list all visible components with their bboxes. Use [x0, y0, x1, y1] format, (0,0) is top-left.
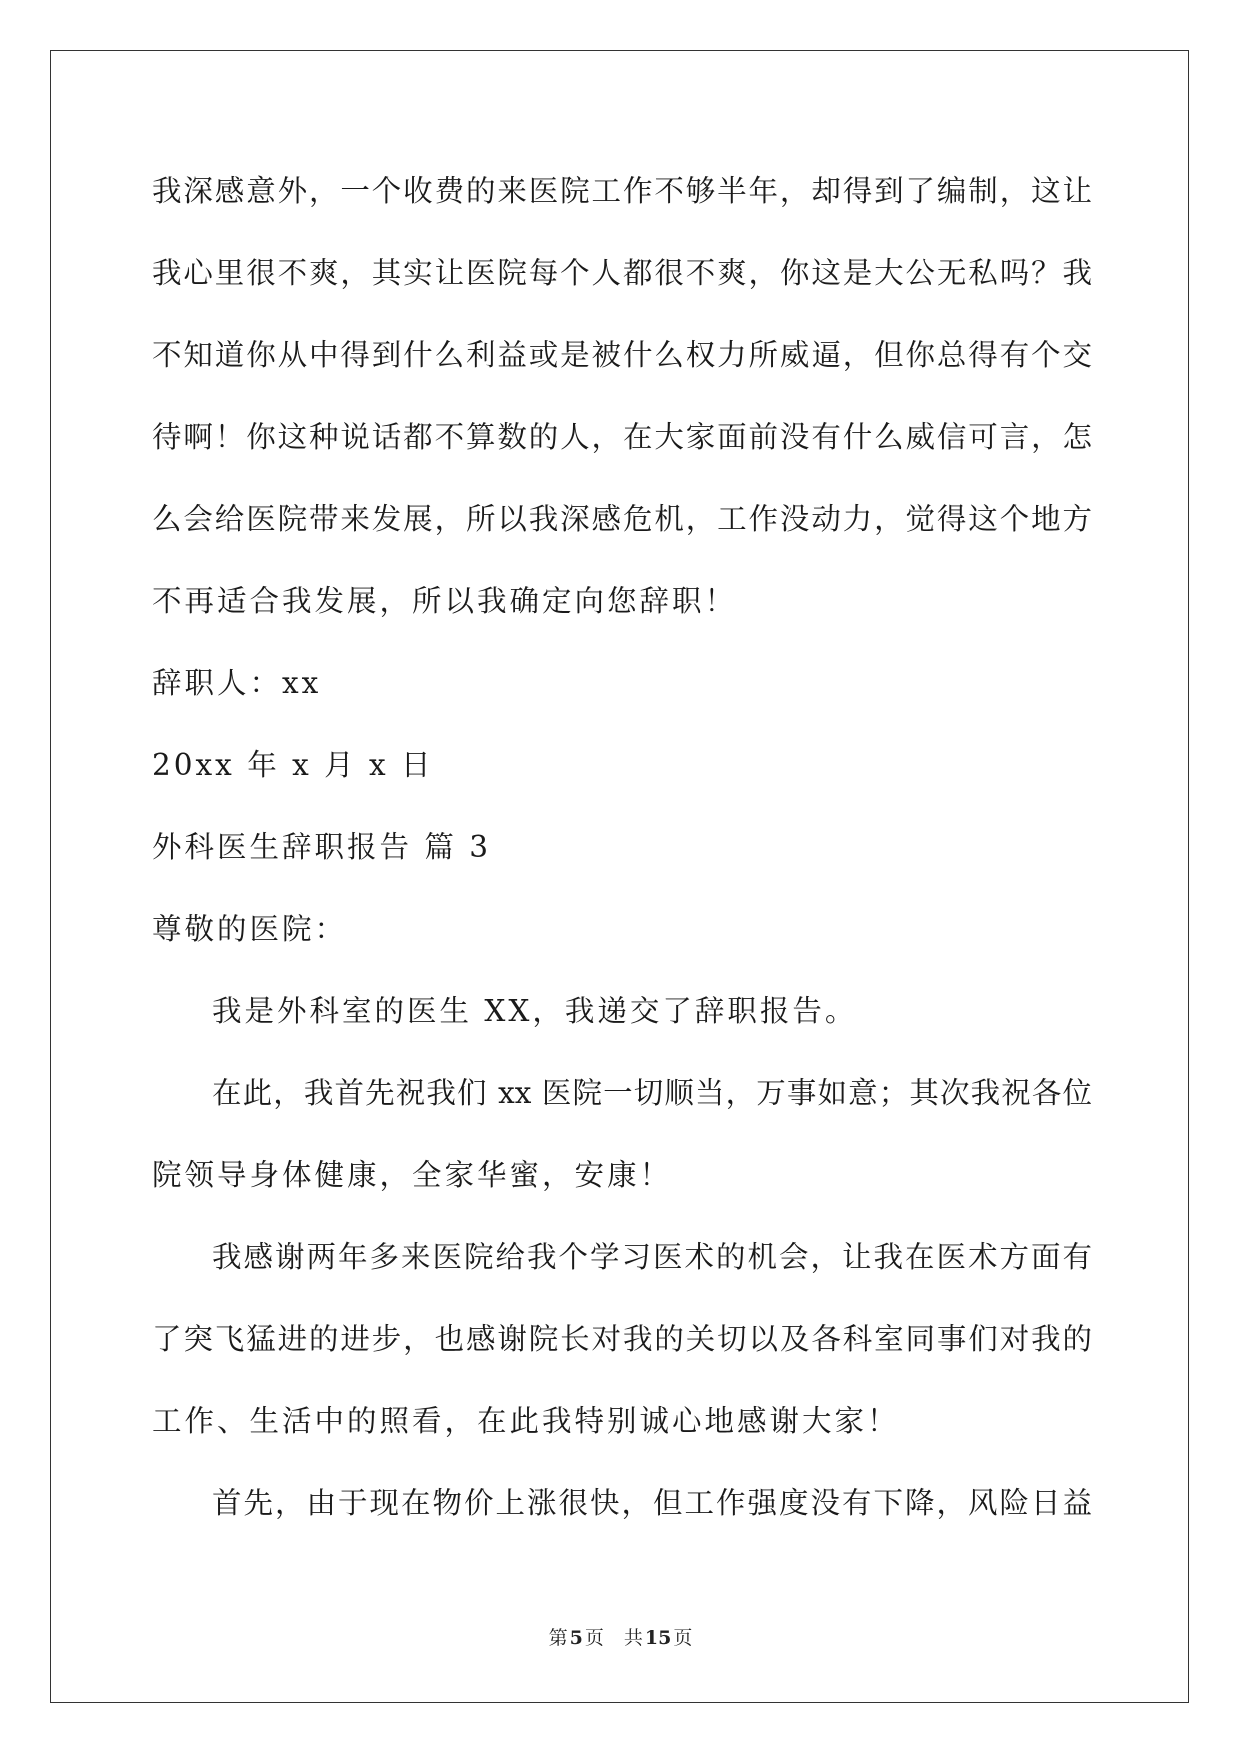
total-suffix: 页	[673, 1627, 693, 1649]
text-line: 工作、生活中的照看，在此我特别诚心地感谢大家！	[152, 1404, 900, 1438]
page-prefix: 第	[548, 1627, 568, 1649]
text-line: 不再适合我发展，所以我确定向您辞职！	[152, 584, 738, 618]
document-body	[152, 165, 1092, 1559]
text-line: 首先，由于现在物价上涨很快，但工作强度没有下降，风险日益	[212, 1486, 1092, 1520]
page-number: 5	[569, 1627, 583, 1649]
text-line: 我深感意外，一个收费的来医院工作不够半年，却得到了编制，这让	[152, 174, 1092, 208]
text-line: 院领导身体健康，全家华蜜，安康！	[152, 1158, 673, 1192]
total-pages: 15	[644, 1627, 672, 1649]
text-line: 我心里很不爽，其实让医院每个人都很不爽，你这是大公无私吗？我	[152, 256, 1092, 290]
page-suffix: 页	[584, 1627, 604, 1649]
text-line: 尊敬的医院：	[152, 912, 348, 946]
text-line: 待啊！你这种说话都不算数的人，在大家面前没有什么威信可言，怎	[152, 420, 1092, 454]
text-line: 么会给医院带来发展，所以我深感危机，工作没动力，觉得这个地方	[152, 502, 1092, 536]
text-line: 外科医生辞职报告 篇 3	[152, 830, 492, 864]
text-line: 我感谢两年多来医院给我个学习医术的机会，让我在医术方面有	[212, 1240, 1092, 1274]
text-line: 在此，我首先祝我们 xx 医院一切顺当，万事如意；其次我祝各位	[212, 1076, 1092, 1110]
text-line: 不知道你从中得到什么利益或是被什么权力所威逼，但你总得有个交	[152, 338, 1092, 372]
total-prefix: 共	[623, 1627, 643, 1649]
page-footer	[0, 1623, 1241, 1650]
text-line: 辞职人：xx	[152, 666, 322, 700]
text-line: 20xx 年 x 月 x 日	[152, 748, 434, 782]
text-line: 了突飞猛进的进步，也感谢院长对我的关切以及各科室同事们对我的	[152, 1322, 1092, 1356]
text-line: 我是外科室的医生 XX，我递交了辞职报告。	[212, 994, 858, 1028]
